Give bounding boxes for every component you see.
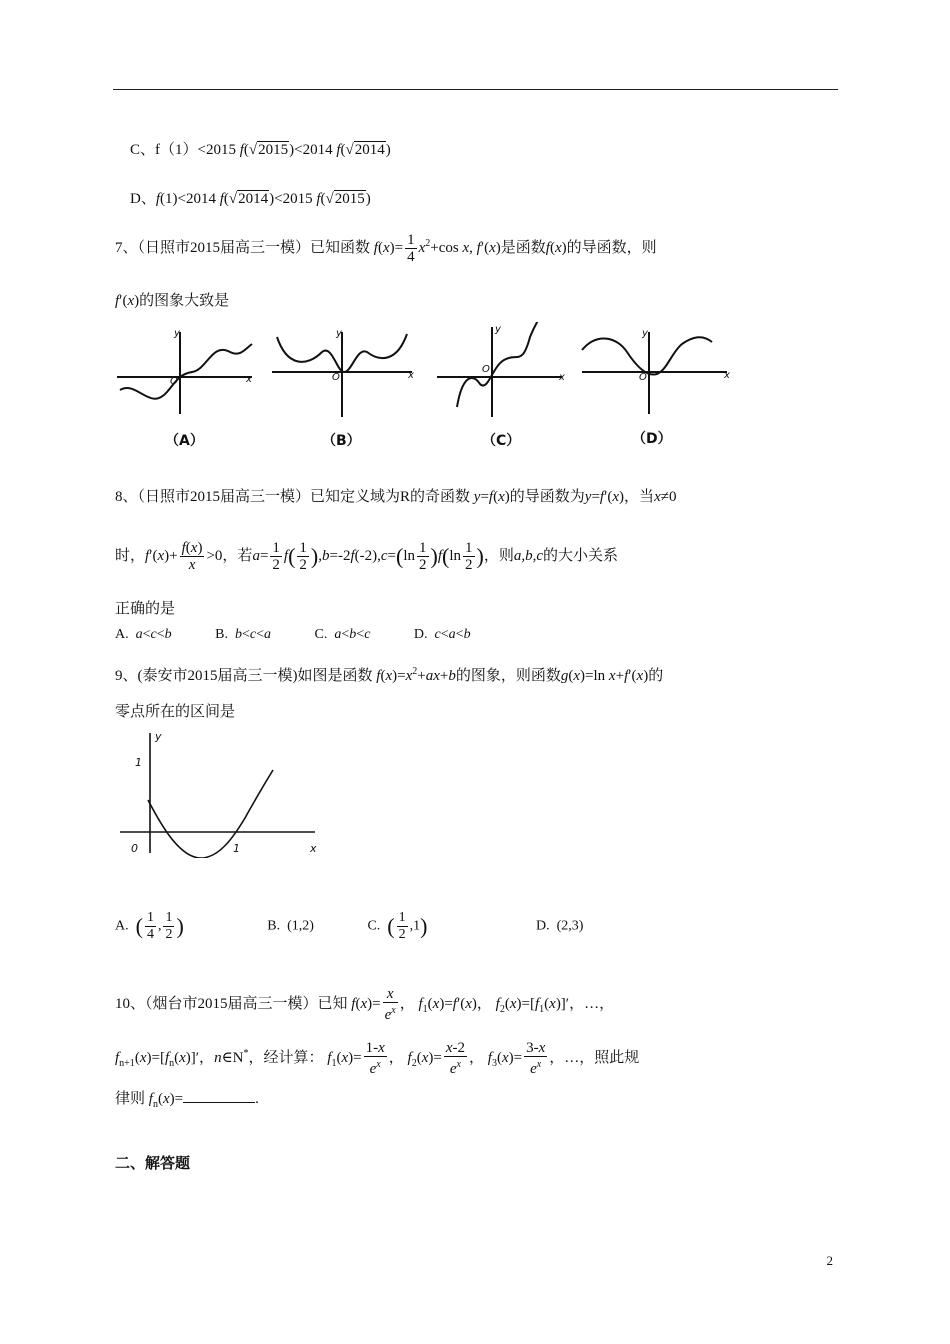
q7-label-a: （A） [165,433,204,449]
svg-text:y: y [642,328,648,339]
q7-line2: f′(x)的图象大致是 [115,293,230,309]
q8-options: A. a<c<b B. b<c<a C. a<b<c D. c<a<b [115,627,471,642]
q7-stem: 7、（日照市2015届高三一模）已知函数 f(x)= $\frac{1}{4}$ $x^2+\cos$ x, f′(x)是函数f(x)的导函数，则 [115,232,657,265]
page-number: 2 [826,1253,833,1268]
svg-text:y: y [336,328,342,339]
q10-stem: 10、（烟台市2015届高三一模）已知 f(x)= $\frac{x}{e^x}$ ， $f_1(x)=f'(x)$， $f_2(x)=[f_1(x)]'$，…， [115,986,615,1023]
q9-options: A. ( $\frac{1}{4}$ , $\frac{1}{2}$ ) B. (1,2) C. ( $\frac{1}{2}$ ,1) D. (2,3) [115,910,584,942]
svg-text:x: x [559,372,565,383]
q7-label-c: （C） [482,433,521,449]
svg-text:y: y [495,324,501,335]
q6-option-d: D、f(1)<2014 f(√2014)<2015 f(√2015) [130,191,371,207]
q7-label-b: （B） [322,433,361,449]
q9-origin-label: 0 [131,842,138,855]
q6-option-c: C、f（1）<2015 f(√2015)<2014 f(√2014) [130,142,391,158]
q9-x-label: x [310,842,317,855]
q10-line3: 律则 $f_n(x)=$ . [115,1088,259,1116]
q8-line3: 正确的是 [115,601,176,617]
svg-text:O: O [332,372,340,383]
q9-one-y-label: 1 [135,756,142,769]
q9-stem: 9、(泰安市2015届高三一模)如图是函数 $f(x)=x^2+ax+b$的图象，则函数g(x)=ln x+f′(x)的 [115,666,664,684]
q7-label-d: （D） [632,431,672,447]
q10-line2: $f_{n+1}(x)=[f_n(x)]'$，n∈N*，经计算： $f_1(x)=$ $\frac{1-x}{e^x}$ ， $f_2(x)=$ $\frac{x-2}{e^x}$ ， $f_3(x)=$ $\frac{3-x}{e^x}$ ，…，照此规 [115,1040,640,1077]
q9-graph [115,728,325,858]
q9-one-x-label: 1 [233,842,240,855]
q8-line2: 时，f′(x)+ $\frac{f(x)}{x}$ >0，若a= $\frac{1}{2}$ f( $\frac{1}{2}$ ),b=-2f(-2),c=(ln $\frac{1}{2}$ )f(ln $\frac{1}{2}$ )，则a,b,c的大小关系 [115,540,619,573]
svg-text:O: O [639,372,647,383]
q7-graphs [112,322,742,422]
svg-text:x: x [724,370,730,381]
section-heading: 二、解答题 [115,1154,191,1172]
svg-text:x: x [408,370,414,381]
svg-text:O: O [482,364,490,375]
svg-text:x: x [246,374,252,385]
svg-text:y: y [174,328,180,339]
q9-line2: 零点所在的区间是 [115,704,236,720]
answer-blank[interactable] [183,1088,255,1103]
q8-stem: 8、（日照市2015届高三一模）已知定义域为R的奇函数 y=f(x)的导函数为y=f′(x)，当x≠0 [115,489,677,505]
svg-text:O: O [170,376,178,387]
q9-y-label: y [155,730,162,743]
header-rule [113,89,838,90]
